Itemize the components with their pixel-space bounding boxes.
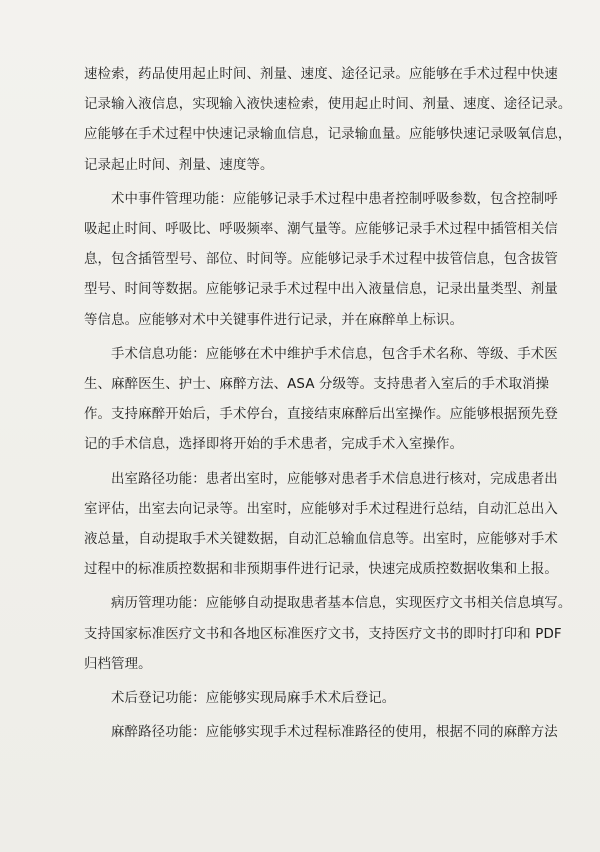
text-line: 术后登记功能：应能够实现局麻手术术后登记。 <box>111 691 396 707</box>
text-line: 息，包含插管型号、部位、时间等。应能够记录手术过程中拔管信息，包含拔管 <box>84 252 558 268</box>
text-line: 归档管理。 <box>84 656 152 672</box>
text-line: 速检索，药品使用起止时间、剂量、速度、途径记录。应能够在手术过程中快速 <box>84 67 558 82</box>
text-line: 麻醉路径功能：应能够实现手术过程标准路径的使用，根据不同的麻醉方法 <box>111 725 558 741</box>
text-line: 吸起止时间、呼吸比、呼吸频率、潮气量等。应能够记录手术过程中插管相关信 <box>84 222 558 238</box>
paragraph-medical-record-management <box>84 589 572 680</box>
text-line: 记的手术信息，选择即将开始的手术患者，完成手术入室操作。 <box>84 437 464 453</box>
text-line: 作。支持麻醉开始后，手术停台，直接结束麻醉后出室操作。应能够根据预先登 <box>84 407 558 423</box>
text-line: 室评估，出室去向记录等。出室时，应能够对手术过程进行总结，自动汇总出入 <box>84 501 558 517</box>
text-line: 支持国家标准医疗文书和各地区标准医疗文书，支持医疗文书的即时打印和 PDF <box>84 626 562 642</box>
text-line: 过程中的标准质控数据和非预期事件进行记录，快速完成质控数据收集和上报。 <box>84 562 558 578</box>
document-body <box>84 60 572 748</box>
paragraph-drug-fluid-records <box>84 60 572 181</box>
text-line: 型号、时间等数据。应能够记录手术过程中出入液量信息，记录出量类型、剂量 <box>84 282 558 298</box>
paragraph-postop-registration <box>84 684 532 714</box>
text-line: 等信息。应能够对术中关键事件进行记录，并在麻醉单上标识。 <box>84 312 464 328</box>
text-line: 应能够在手术过程中快速记录输血信息，记录输血量。应能够快速记录吸氧信息， <box>84 127 572 143</box>
paragraph-anesthesia-path <box>84 718 558 748</box>
text-line: 液总量，自动提取手术关键数据，自动汇总输血信息等。出室时，应能够对手术 <box>84 532 558 548</box>
text-line: 记录输入液信息，实现输入液快速检索，使用起止时间、剂量、速度、途径记录。 <box>84 97 572 113</box>
paragraph-surgery-info <box>84 340 558 461</box>
text-line: 术中事件管理功能：应能够记录手术过程中患者控制呼吸参数，包含控制呼 <box>111 191 558 207</box>
text-line: 生、麻醉医生、护士、麻醉方法、ASA 分级等。支持患者入室后的手术取消操 <box>84 377 550 393</box>
text-line: 病历管理功能：应能够自动提取患者基本信息，实现医疗文书相关信息填写。 <box>111 596 572 612</box>
text-line: 手术信息功能：应能够在术中维护手术信息，包含手术名称、等级、手术医 <box>111 346 558 362</box>
paragraph-intraop-event-management <box>84 185 558 336</box>
paragraph-exit-path <box>84 465 558 586</box>
text-line: 记录起止时间、剂量、速度等。 <box>84 157 274 173</box>
text-line: 出室路径功能：患者出室时，应能够对患者手术信息进行核对，完成患者出 <box>111 471 558 487</box>
